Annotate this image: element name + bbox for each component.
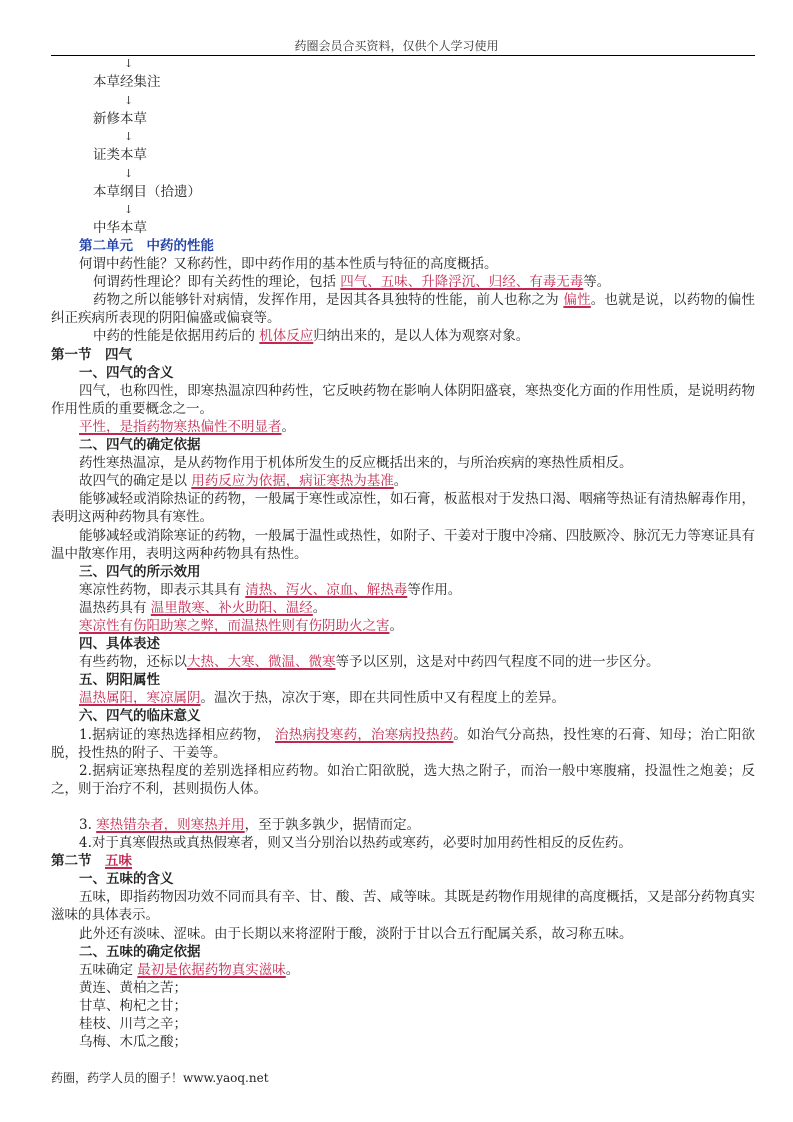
subsection-heading <box>51 364 755 382</box>
unit-heading <box>51 237 755 255</box>
highlighted-text: 温热属阳，寒凉属阴 <box>79 690 201 707</box>
page-footer: 药圈，药学人员的圈子！www.yaoq.net <box>51 1071 269 1085</box>
highlighted-text: 最初是依据药物真实滋味 <box>137 961 286 978</box>
list-item <box>51 979 755 997</box>
text-run: 等予以区别，这是对中药四气程度不同的进一步区分。 <box>335 654 660 671</box>
down-arrow-icon <box>93 201 163 219</box>
text-run: 何谓药性理论？即有关药性的理论，包括 <box>93 274 341 291</box>
subsection-heading <box>51 707 755 725</box>
arrow-glyph: ↓ <box>124 203 134 216</box>
subsection-heading <box>51 635 755 653</box>
text-run: 。温次于热，凉次于寒，即在共同性质中又有程度上的差异。 <box>200 690 565 707</box>
text-run: 五味，即指药物因功效不同而具有辛、甘、酸、苦、咸等味。其既是药物作用规律的高度概括，又是部分药物真实滋味的具体表示。 <box>51 889 755 924</box>
down-arrow-icon <box>93 128 163 146</box>
highlighted-text: 平性，是指药物寒热偏性不明显者 <box>79 418 282 435</box>
paragraph <box>51 527 755 563</box>
section-heading <box>51 852 755 870</box>
text-run: 4.对于真寒假热或真热假寒者，则又当分别治以热药或寒药，必要时加用药性相反的反佐药。 <box>79 835 632 852</box>
highlighted-text: 四气、五味、升降浮沉、归经、有毒无毒 <box>340 274 584 291</box>
text-run: ，至于孰多孰少，据情而定。 <box>244 817 421 833</box>
text-run: 甘草、枸杞之甘； <box>79 997 187 1014</box>
page-header: 药圈会员合买资料，仅供个人学习使用 <box>294 39 499 53</box>
subsection-heading <box>51 436 755 454</box>
down-arrow-icon <box>93 92 163 110</box>
text-run: 五、阴阳属性 <box>79 672 160 689</box>
text-run: 六、四气的临床意义 <box>79 708 201 725</box>
text-run: 3. <box>79 817 97 833</box>
text-run: 乌梅、木瓜之酸； <box>79 1034 187 1051</box>
text-run: 中药的性能是依据用药后的 <box>93 328 260 345</box>
arrow-glyph: ↓ <box>124 130 134 143</box>
text-run: 第一节 四气 <box>51 346 132 363</box>
text-run: 。 <box>285 961 300 978</box>
paragraph <box>51 816 755 834</box>
flowchart-item: 证类本草 <box>93 147 147 163</box>
paragraph <box>51 418 755 436</box>
paragraph <box>51 382 755 418</box>
highlighted-text: 寒热错杂者，则寒热并用 <box>96 817 245 833</box>
highlighted-text: 机体反应 <box>259 328 314 345</box>
paragraph <box>51 472 755 490</box>
text-run: 药物之所以能够针对病情，发挥作用，是因其各具独特的性能，前人也称之为 <box>93 292 564 309</box>
text-run: 2.据病证寒热程度的差别选择相应药物。如治亡阳欲脱，选大热之附子，而治一般中寒腹痛，投温性之炮姜；反之，则于治疗不利，甚则损伤人体。 <box>51 762 755 797</box>
highlighted-text: 治热病投寒药，治寒病投热药 <box>275 726 454 743</box>
flowchart-item: 新修本草 <box>93 110 147 127</box>
text-run: 等。 <box>583 274 611 291</box>
flowchart-item: 中华本草 <box>93 220 147 236</box>
text-run: 桂枝、川芎之辛； <box>79 1016 187 1033</box>
text-run: 四、具体表述 <box>79 636 160 653</box>
highlighted-text: 温里散寒、补火助阳、温经 <box>150 599 313 616</box>
text-run: 等作用。 <box>407 581 462 598</box>
text-run: 黄连、黄柏之苦； <box>79 979 187 996</box>
blank-line <box>51 798 755 816</box>
text-run: 第二节 <box>51 853 105 870</box>
paragraph <box>51 925 755 943</box>
text-run: 一、五味的含义 <box>79 871 174 888</box>
arrow-glyph: ↓ <box>124 57 134 70</box>
flowchart-item: 本草纲目（拾遗） <box>93 183 201 200</box>
paragraph <box>51 273 755 291</box>
text-run: 能够减轻或消除寒证的药物，一般属于温性或热性，如附子、干姜对于腹中冷痛、四肢厥冷、脉沉无力等寒证具有温中散寒作用，表明这两种药物具有热性。 <box>51 527 755 562</box>
text-run: 能够减轻或消除热证的药物，一般属于寒性或凉性，如石膏，板蓝根对于发热口渴、咽痛等热证有清热解毒作用，表明这两种药物具有寒性。 <box>51 491 755 526</box>
arrow-glyph: ↓ <box>124 93 134 107</box>
down-arrow-icon <box>93 165 163 183</box>
text-run: 药性寒热温凉，是从药物作用于机体所发生的反应概括出来的，与所治疾病的寒热性质相反。 <box>79 455 633 472</box>
text-run: 。 <box>393 473 408 490</box>
paragraph <box>51 581 755 599</box>
text-run: 二、五味的确定依据 <box>79 943 201 960</box>
paragraph <box>51 490 755 526</box>
highlighted-text: 清热、泻火、凉血、解热毒 <box>245 581 408 598</box>
text-run: 。 <box>281 418 295 435</box>
highlighted-text: 寒凉性有伤阳助寒之弊，而温热性则有伤阴助火之害 <box>79 617 390 634</box>
paragraph <box>51 689 755 707</box>
text-run: 。 <box>312 599 327 616</box>
text-run: 五味确定 <box>79 961 138 978</box>
document-body <box>51 237 755 1051</box>
text-run: 。如治气分高热，投性寒的石膏、知母；治亡阳欲脱，投性热的附子、干姜等。 <box>51 726 756 761</box>
text-run: 一、四气的含义 <box>79 364 174 381</box>
paragraph <box>51 291 755 327</box>
paragraph <box>51 617 755 635</box>
list-item <box>51 1033 755 1051</box>
text-run: 温热药具有 <box>79 599 151 616</box>
paragraph <box>51 726 755 762</box>
paragraph <box>51 454 755 472</box>
list-item <box>51 1015 755 1033</box>
text-run: 二、四气的确定依据 <box>79 437 201 454</box>
down-arrow-icon <box>93 55 163 73</box>
herbal-classics-flowchart <box>93 55 201 238</box>
subsection-heading <box>51 563 755 581</box>
text-run: 寒凉性药物，即表示其具有 <box>79 581 246 598</box>
paragraph <box>51 834 755 852</box>
text-run: 。也就是说，以药物的偏性纠正疾病所表现的阴阳偏盛或偏衰等。 <box>51 292 756 327</box>
list-item <box>51 997 755 1015</box>
paragraph <box>51 762 755 798</box>
text-run: 1.据病证的寒热选择相应药物， <box>79 726 275 743</box>
subsection-heading <box>51 870 755 888</box>
text-run: 此外还有淡味、涩味。由于长期以来将涩附于酸，淡附于甘以合五行配属关系，故习称五味。 <box>79 925 633 942</box>
text-run: 。 <box>389 617 403 634</box>
subsection-heading <box>51 671 755 689</box>
paragraph <box>51 327 755 345</box>
highlighted-text: 偏性 <box>563 292 591 309</box>
text-run: 第二单元 中药的性能 <box>79 238 214 254</box>
flowchart-item: 本草经集注 <box>93 74 161 90</box>
text-run: 故四气的确定是以 <box>79 473 192 490</box>
text-run: 有些药物，还标以 <box>79 654 187 671</box>
subsection-heading <box>51 943 755 961</box>
paragraph <box>51 888 755 924</box>
arrow-glyph: ↓ <box>124 166 134 180</box>
highlighted-text: 五味 <box>105 853 132 870</box>
paragraph <box>51 255 755 273</box>
paragraph <box>51 653 755 671</box>
paragraph <box>51 961 755 979</box>
highlighted-text: 用药反应为依据，病证寒热为基准 <box>191 473 394 490</box>
text-run: 四气，也称四性，即寒热温凉四种药性，它反映药物在影响人体阴阳盛衰，寒热变化方面的作用性质，是说明药物作用性质的重要概念之一。 <box>51 382 755 417</box>
highlighted-text: 大热、大寒、微温、微寒 <box>187 654 336 671</box>
text-run: 何谓中药性能？又称药性，即中药作用的基本性质与特征的高度概括。 <box>79 256 498 273</box>
section-heading <box>51 346 755 364</box>
text-run: 三、四气的所示效用 <box>79 563 201 580</box>
paragraph <box>51 599 755 617</box>
text-run: 归纳出来的，是以人体为观察对象。 <box>313 328 530 345</box>
